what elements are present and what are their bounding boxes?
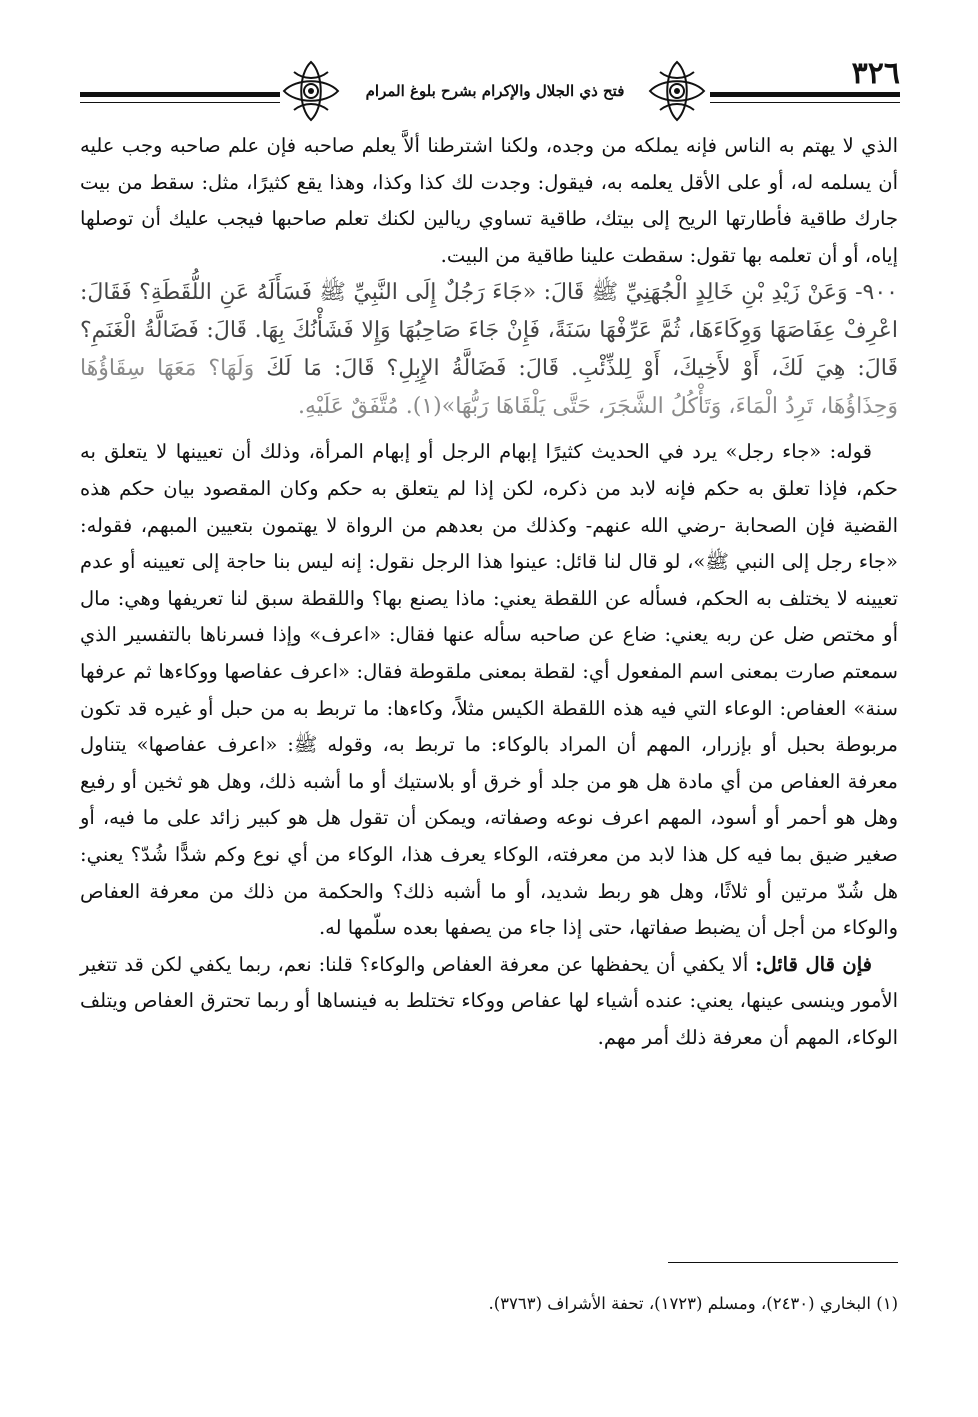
hadith-text <box>80 274 898 426</box>
section-spacer <box>80 426 898 434</box>
paragraph-question <box>80 947 898 1057</box>
hadith-end: وَلَهَا؟ مَعَهَا سِقَاؤُهَا وَحِذَاؤُهَا، تَرِدُ الْمَاءَ، وَتَأْكُلُ الشَّجَرَ، حَتَّى يَلْقَاهَا رَبُّهَا»(١). مُتَّفَقٌ عَلَيْهِ. <box>80 356 898 420</box>
question-body: ألا يكفي أن يحفظها عن معرفة العفاص والوكاء؟ قلنا: نعم، ربما يكفي لكن قد تتغير الأمور وينسى عينها، يعني: عنده أشياء لها عفاص ووكاء تختلط به فينساها أو ربما تحترق العفاص ويتلف الوكاء، المهم أن معرفة ذلك أمر مهم. <box>80 952 898 1049</box>
footnote: (١) البخاري (٢٤٣٠)، ومسلم (١٧٢٣)، تحفة الأشراف (٣٧٦٣). <box>488 1294 898 1313</box>
paragraph-commentary: قوله: «جاء رجل» يرد في الحديث كثيرًا إبهام الرجل أو إبهام المرأة، وذلك أن تعيينها لا يتعلق به حكم، فإذا تعلق به حكم فإنه لابد من ذكره، لكن إذا لم يتعلق به حكم وكان المقصود بيان حكم هذه القضية فإن الصحابة -رضي الله عنهم- وكذلك من بعدهم من الرواة لا يهتمون بتعيين المبهم، فقوله: «جاء رجل إلى النبي ﷺ»، لو قال لنا قائل: عينوا هذا الرجل نقول: إنه ليس بنا حاجة إلى تعيينه أو عدم تعيينه لا يختلف به الحكم، فسأله عن اللقطة يعني: ماذا يصنع بها؟ واللقطة سبق لنا تعريفها وهي: مال أو مختص ضل عن ربه يعني: ضاع عن صاحبه سأله عنها فقال: «اعرف» وإذا فسرناها بالتفسير الذي سمعتم صارت بمعنى اسم المفعول أي: لقطة بمعنى ملقوطة فقال: «اعرف عفاصها ووكاءها ثم عرفها سنة» العفاص: الوعاء التي فيه هذه اللقطة الكيس مثلاً، وكاءها: ما تربط به من حبل أو غيره قد تكون مربوطة بحبل أو بإزرار، المهم أن المراد بالوكاء: ما تربط به، وقوله ﷺ: «اعرف عفاصها» يتناول معرفة العفاص من أي مادة هل هو من جلد أو خرق أو بلاستيك أو ما أشبه ذلك، وهل هو ثخين أو رفيع وهل هو أحمر أو أسود، المهم اعرف نوعه وصفاته، ويمكن أن تقول هل هو كبير زائد على ما فيه، أو صغير ضيق بما فيه كل هذا لابد من معرفته، الوكاء يعرف هذا، الوكاء من أي نوع وكم شدًّا شُدّ؟ يعني: هل شُدّ مرتين أو ثلاثًا، وهل هو ربط شديد، أو ما أشبه ذلك؟ والحكمة من ذلك من معرفة العفاص والوكاء من أجل أن يضبط صفاتها، حتى إذا جاء من يصفها بعده سلّمها له. <box>80 440 898 940</box>
header-rule-right <box>710 92 900 97</box>
page-header <box>80 52 900 122</box>
page-body <box>80 128 898 1056</box>
header-rule-left <box>80 92 280 97</box>
header-rule-right-thin <box>710 102 900 103</box>
ornament-right-icon <box>642 58 712 124</box>
header-rule-left-thin <box>80 102 280 103</box>
page-number: ٣٢٦ <box>851 56 900 91</box>
footnote-rule <box>668 1262 898 1263</box>
running-title: فتح ذي الجلال والإكرام بشرح بلوغ المرام <box>365 82 625 100</box>
hadith-main: ٩٠٠- وَعَنْ زَيْدِ بْنِ خَالِدٍ الْجُهَنِيِّ ﷺ قَالَ: «جَاءَ رَجُلٌ إِلَى النَّبِيِّ ﷺ فَسَأَلَهُ عَنِ اللُّقَطَةِ؟ فَقَالَ: اعْرِفْ عِفَاصَهَا وَوِكَاءَهَا، ثُمَّ عَرِّفْهَا سَنَةً، فَإِنْ جَاءَ صَاحِبُهَا وَإِلا فَشَأْنُكَ بِهَا. قَالَ: فَضَالَّةُ الْغَنَمِ؟ قَالَ: هِيَ لَكَ، أَوْ لأَخِيكَ، أَوْ لِلذِّئْبِ. قَالَ: فَضَالَّةُ الإِبِلِ؟ قَالَ: مَا لَكَ <box>80 280 898 382</box>
paragraph-intro: الذي لا يهتم به الناس فإنه يملكه من وجده، ولكنا اشترطنا ألاَّ يعلم صاحبه فإن علم صاحبه وجب عليه أن يسلمه له، أو على الأقل يعلمه به، فيقول: وجدت لك كذا وكذا، وهذا يقع كثيرًا، مثل: سقط من بيت جارك طاقية فأطارتها الريح إلى بيتك، طاقية تساوي ريالين لكنك تعلم صاحبها فيجب عليك أن توصلها إياه، أو أن تعلمه بها تقول: سقطت علينا طاقية من البيت. <box>80 134 898 267</box>
question-lead: فإن قال قائل: <box>755 952 873 976</box>
